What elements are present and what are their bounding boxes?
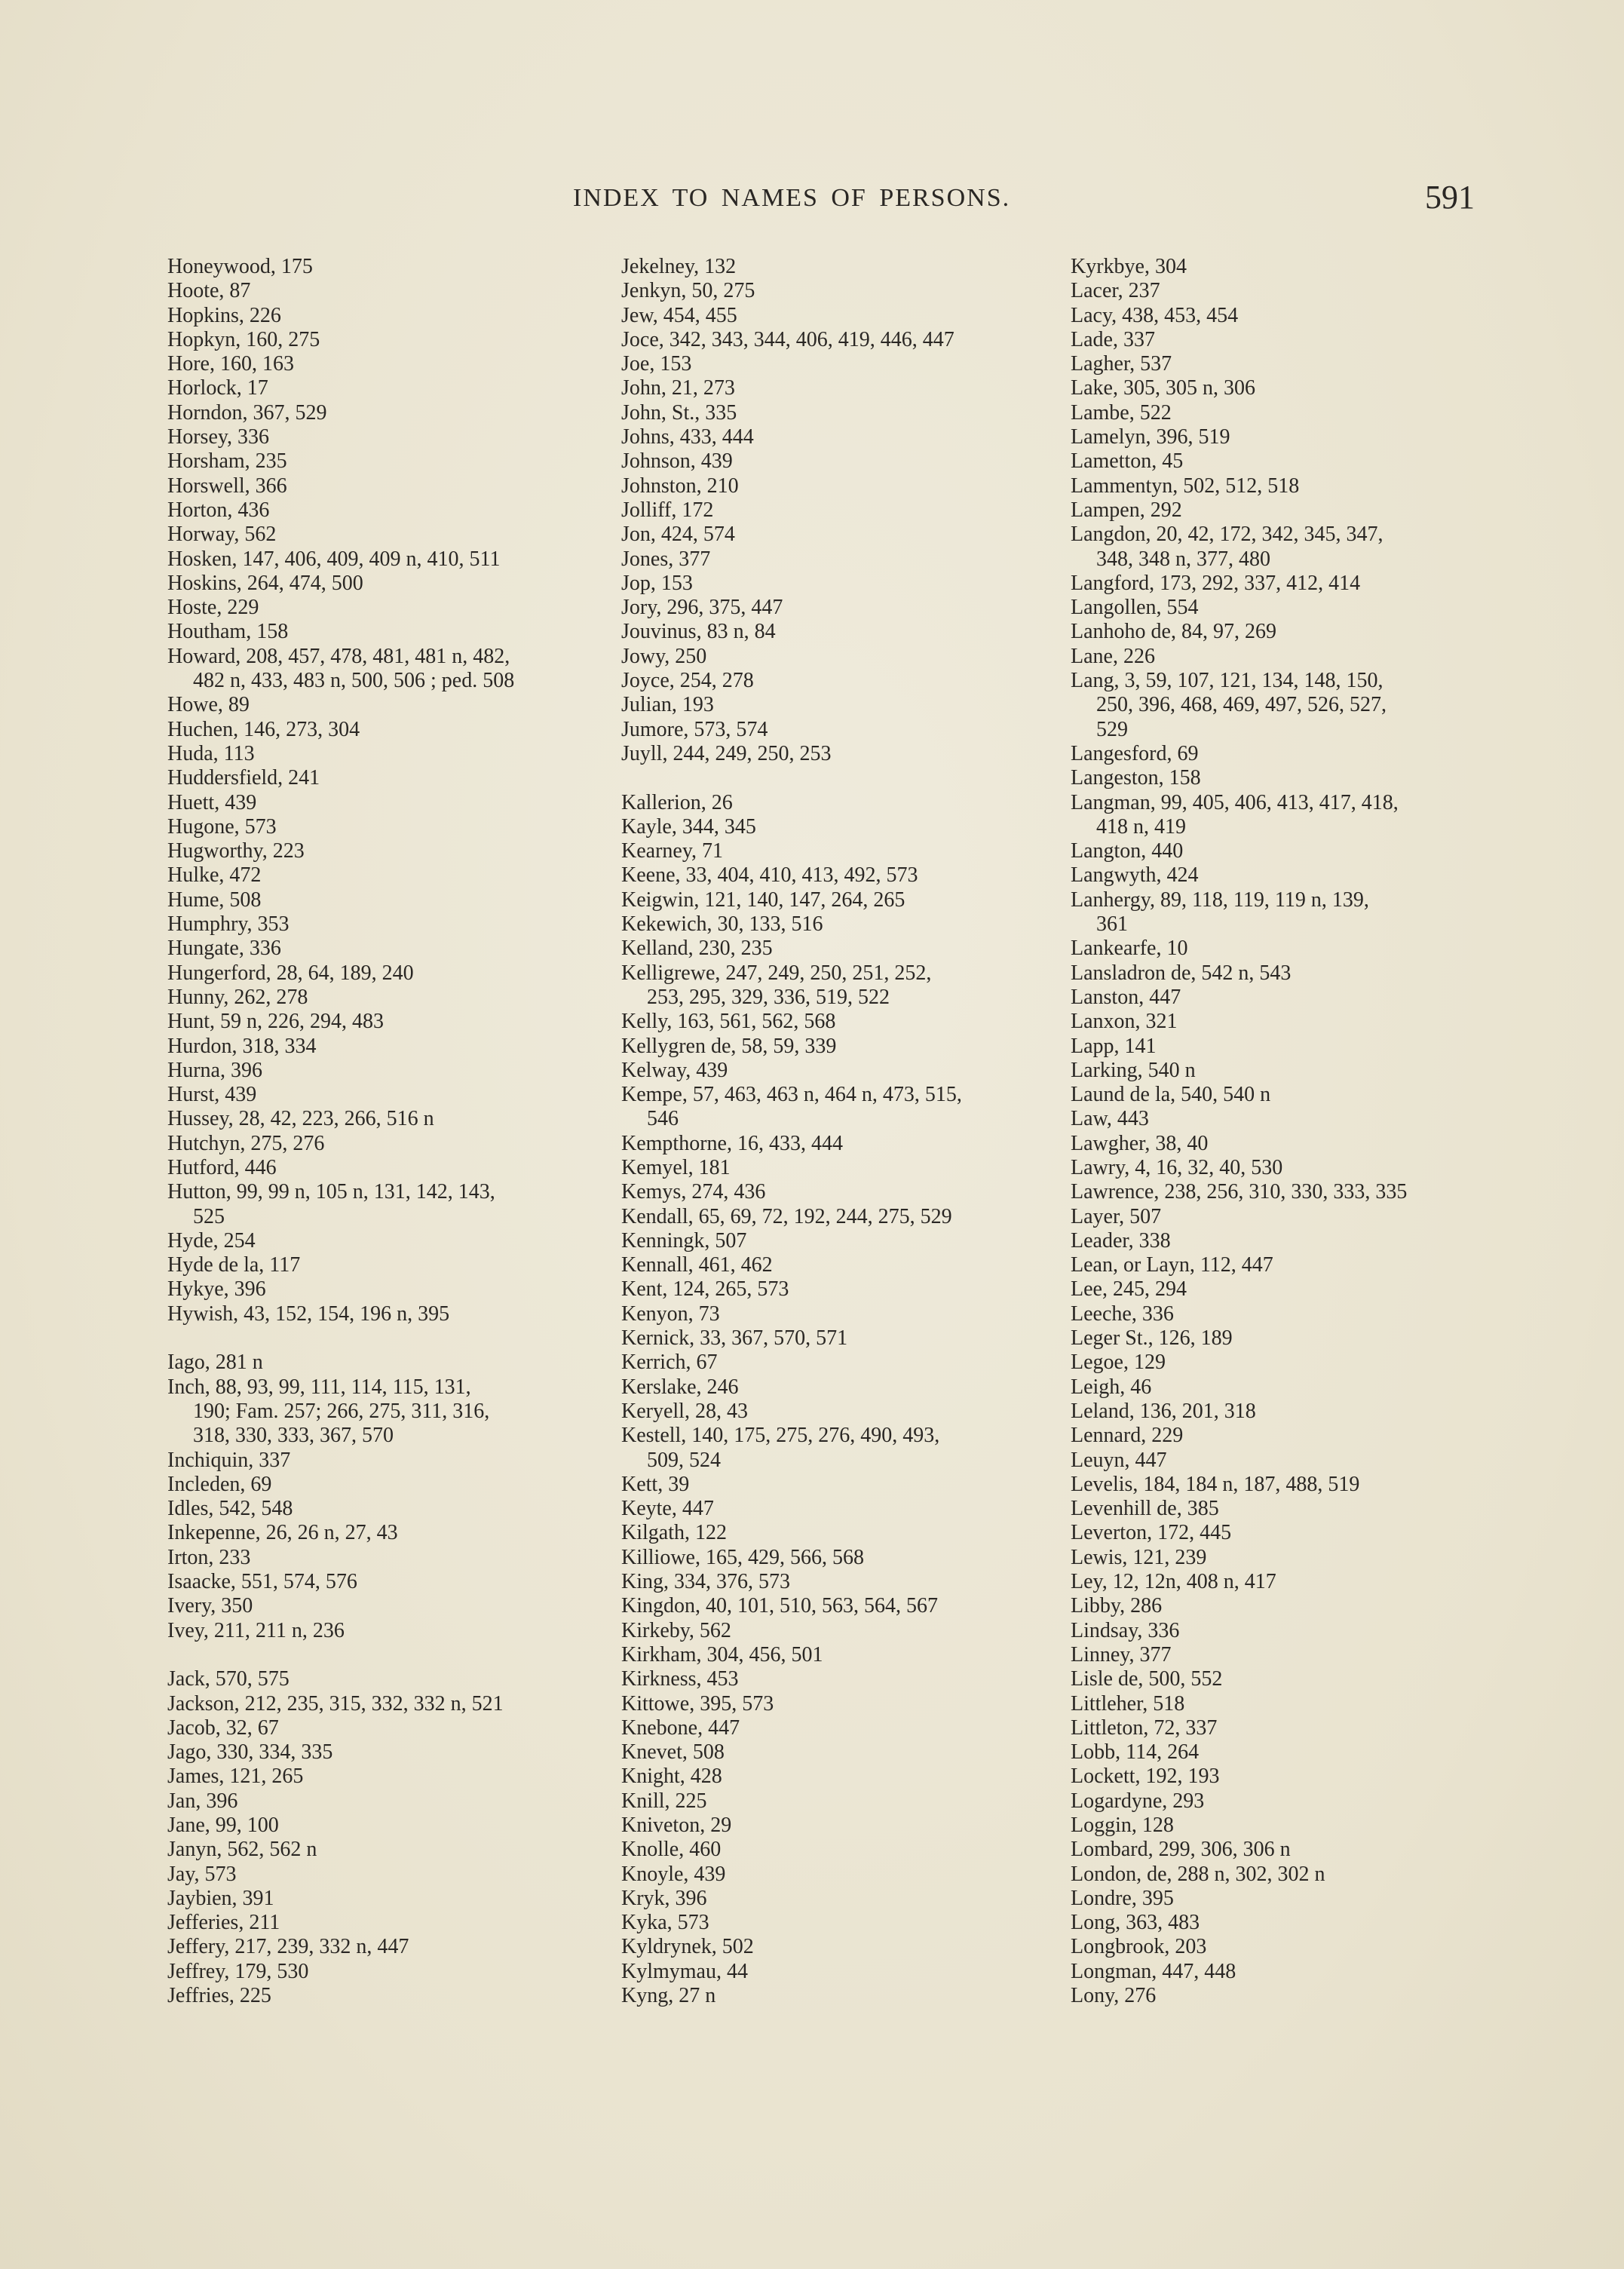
index-entry: Kyldrynek, 502 [621,1935,754,1959]
index-entry: Kernick, 33, 367, 570, 571 [621,1326,848,1351]
index-entry: Jaybien, 391 [167,1886,274,1910]
index-entry: Jeffries, 225 [167,1984,271,2008]
index-entry: Longbrook, 203 [1071,1935,1207,1959]
index-entry: Lansladron de, 542 n, 543 [1071,961,1292,985]
index-entry: Hugone, 573 [167,814,277,839]
index-entry: Langesford, 69 [1071,741,1199,765]
index-entry: Jan, 396 [167,1789,238,1813]
index-entry: Jeffrey, 179, 530 [167,1959,309,1983]
index-entry: Kempthorne, 16, 433, 444 [621,1131,843,1155]
index-entry: Kyng, 27 n [621,1984,716,2008]
index-entry: Isaacke, 551, 574, 576 [167,1570,357,1594]
index-entry: Kirkeby, 562 [621,1618,731,1642]
index-entry: Jago, 330, 334, 335 [167,1740,333,1765]
section-gap [167,1326,597,1351]
index-entry: Kestell, 140, 175, 275, 276, 490, 493, [621,1424,940,1448]
index-entry: Lagher, 537 [1071,352,1172,376]
index-entry: Knebone, 447 [621,1716,740,1740]
index-entry: Legoe, 129 [1071,1351,1166,1375]
index-entry: Langdon, 20, 42, 172, 342, 345, 347, [1071,523,1383,547]
index-entry: Knevet, 508 [621,1740,725,1765]
index-entry: Langman, 99, 405, 406, 413, 417, 418, [1071,790,1399,814]
index-entry: Jew, 454, 455 [621,303,737,327]
index-entry: Jon, 424, 574 [621,523,735,547]
index-entry-continuation: 525 [193,1204,225,1228]
index-entry: Kett, 39 [621,1472,690,1496]
index-entry: Jacob, 32, 67 [167,1716,279,1740]
index-entry: Lambe, 522 [1071,400,1172,425]
index-entry: Leland, 136, 201, 318 [1071,1399,1256,1423]
index-entry: Howard, 208, 457, 478, 481, 481 n, 482, [167,644,510,668]
index-entry: Kellygren de, 58, 59, 339 [621,1034,837,1058]
index-entry: Lawgher, 38, 40 [1071,1131,1209,1155]
index-entry: Lindsay, 336 [1071,1618,1180,1642]
index-entry: Huchen, 146, 273, 304 [167,717,360,741]
index-entry-continuation: 546 [647,1107,679,1131]
index-entry: Lankearfe, 10 [1071,937,1188,961]
index-entry: Lony, 276 [1071,1984,1157,2008]
index-entry: Ley, 12, 12n, 408 n, 417 [1071,1570,1276,1594]
index-entry: Kayle, 344, 345 [621,814,756,839]
index-entry: Jones, 377 [621,547,711,571]
index-entry: Jefferies, 211 [167,1911,280,1935]
index-entry: Kyka, 573 [621,1911,709,1935]
index-entry: Lombard, 299, 306, 306 n [1071,1838,1291,1862]
index-entry: Jory, 296, 375, 447 [621,596,783,620]
index-entry: Horswell, 366 [167,474,287,498]
index-entry: Langeston, 158 [1071,766,1201,790]
index-entry: Leigh, 46 [1071,1375,1152,1399]
index-entry: Logardyne, 293 [1071,1789,1205,1813]
index-entry: John, 21, 273 [621,376,735,400]
index-entry: Hosken, 147, 406, 409, 409 n, 410, 511 [167,547,501,571]
index-entry: Kirkness, 453 [621,1667,739,1691]
page-header [0,179,1624,222]
index-entry: Humphry, 353 [167,912,290,937]
index-entry: Kryk, 396 [621,1886,707,1910]
index-entry: Jekelney, 132 [621,255,737,278]
index-entry: Kingdon, 40, 101, 510, 563, 564, 567 [621,1594,938,1618]
index-entry: Huett, 439 [167,790,257,814]
index-entry: Houtham, 158 [167,620,289,644]
index-entry: Hume, 508 [167,888,262,912]
index-entry-continuation: 509, 524 [647,1448,721,1472]
index-entry: Hyde, 254 [167,1228,256,1253]
index-entry: Juyll, 244, 249, 250, 253 [621,741,832,765]
index-entry: Lapp, 141 [1071,1034,1157,1058]
index-entry: Huddersfield, 241 [167,766,320,790]
index-entry: Keryell, 28, 43 [621,1399,748,1423]
index-entry: Hutford, 446 [167,1155,277,1179]
index-entry-continuation: 482 n, 433, 483 n, 500, 506 ; ped. 508 [193,669,515,693]
index-entry: Joyce, 254, 278 [621,669,754,693]
index-entry: Lanston, 447 [1071,985,1181,1009]
index-entry: Lanhoho de, 84, 97, 269 [1071,620,1276,644]
index-entry: Lamelyn, 396, 519 [1071,425,1230,449]
index-entry: Ivey, 211, 211 n, 236 [167,1618,345,1642]
index-entry: Layer, 507 [1071,1204,1162,1228]
index-entry: Julian, 193 [621,693,714,717]
index-entry: Hugworthy, 223 [167,839,305,863]
index-entry: Lewis, 121, 239 [1071,1545,1207,1569]
index-entry: Jay, 573 [167,1862,237,1886]
index-entry: Lockett, 192, 193 [1071,1765,1220,1789]
page-title: INDEX TO NAMES OF PERSONS. [573,184,1011,212]
index-entry: Kemys, 274, 436 [621,1180,766,1204]
index-entry: Lacy, 438, 453, 454 [1071,303,1239,327]
index-entry: Jenkyn, 50, 275 [621,279,755,303]
index-entry: Lanhergy, 89, 118, 119, 119 n, 139, [1071,888,1369,912]
index-entry: Knight, 428 [621,1765,722,1789]
index-entry: Leeche, 336 [1071,1302,1174,1326]
index-entry: Hopkyn, 160, 275 [167,327,320,351]
index-entry: Lane, 226 [1071,644,1155,668]
index-entry: Hutton, 99, 99 n, 105 n, 131, 142, 143, [167,1180,495,1204]
index-entry-continuation: 361 [1096,912,1128,937]
index-entry: Jane, 99, 100 [167,1814,279,1837]
index-entry: Long, 363, 483 [1071,1911,1200,1935]
index-entry: Kniveton, 29 [621,1814,732,1837]
index-entry: Libby, 286 [1071,1594,1163,1618]
index-entry: Incleden, 69 [167,1472,272,1496]
index-entry: Knolle, 460 [621,1838,722,1862]
index-entry: Ivery, 350 [167,1594,253,1618]
index-entry: Keyte, 447 [621,1497,714,1521]
index-entry: Hutchyn, 275, 276 [167,1131,325,1155]
index-entry: Langollen, 554 [1071,596,1199,620]
index-entry: Hore, 160, 163 [167,352,294,376]
index-entry-continuation: 253, 295, 329, 336, 519, 522 [647,985,890,1009]
index-entry: Howe, 89 [167,693,250,717]
index-entry: Law, 443 [1071,1107,1149,1131]
index-entry: Johnson, 439 [621,449,733,474]
index-entry: Horsey, 336 [167,425,270,449]
index-entry: Kearney, 71 [621,839,724,863]
index-entry-continuation: 348, 348 n, 377, 480 [1096,547,1270,571]
index-entry: Lampen, 292 [1071,498,1182,522]
index-entry-continuation: 190; Fam. 257; 266, 275, 311, 316, [193,1399,490,1423]
index-entry: John, St., 335 [621,400,737,425]
index-entry: Kempe, 57, 463, 463 n, 464 n, 473, 515, [621,1083,962,1107]
index-entry: Lanxon, 321 [1071,1010,1178,1034]
index-entry: Lammentyn, 502, 512, 518 [1071,474,1300,498]
index-entry: Hunt, 59 n, 226, 294, 483 [167,1010,384,1034]
index-entry: Hungate, 336 [167,937,281,961]
index-entry: Jowy, 250 [621,644,707,668]
index-entry: Hulke, 472 [167,863,262,888]
index-entry: Kelligrewe, 247, 249, 250, 251, 252, [621,961,932,985]
index-column-3 [1071,255,1493,2008]
index-entry-continuation: 318, 330, 333, 367, 570 [193,1424,394,1448]
index-entry: Hykye, 396 [167,1277,266,1302]
index-entry: Killiowe, 165, 429, 566, 568 [621,1545,864,1569]
index-entry: Larking, 540 n [1071,1058,1196,1082]
index-entry: Hoskins, 264, 474, 500 [167,571,363,595]
index-entry: Langwyth, 424 [1071,863,1199,888]
index-entry: Kylmymau, 44 [621,1959,748,1983]
index-entry: Joe, 153 [621,352,692,376]
index-entry: Hoote, 87 [167,279,251,303]
index-entry: James, 121, 265 [167,1765,304,1789]
index-entry: Hurna, 396 [167,1058,262,1082]
index-entry: Kittowe, 395, 573 [621,1691,774,1716]
section-gap [167,1643,597,1667]
index-entry: Leuyn, 447 [1071,1448,1167,1472]
index-entry: Horton, 436 [167,498,270,522]
index-entry: Kekewich, 30, 133, 516 [621,912,823,937]
index-entry: Leader, 338 [1071,1228,1171,1253]
index-entry: Kenningk, 507 [621,1228,747,1253]
page-number: 591 [1425,179,1475,216]
index-entry: Longman, 447, 448 [1071,1959,1236,1983]
index-entry: Lee, 245, 294 [1071,1277,1187,1302]
index-entry: Johnston, 210 [621,474,739,498]
index-entry: Horsham, 235 [167,449,287,474]
index-entry: Jeffery, 217, 239, 332 n, 447 [167,1935,409,1959]
index-entry: Kemyel, 181 [621,1155,731,1179]
index-entry: Hurdon, 318, 334 [167,1034,317,1058]
index-entry: Hoste, 229 [167,596,259,620]
index-entry: Lobb, 114, 264 [1071,1740,1200,1765]
index-entry: Lisle de, 500, 552 [1071,1667,1223,1691]
index-entry: Hurst, 439 [167,1083,257,1107]
index-entry: Lametton, 45 [1071,449,1184,474]
index-entry: Loggin, 128 [1071,1814,1174,1837]
index-entry: Knoyle, 439 [621,1862,726,1886]
index-entry-continuation: 250, 396, 468, 469, 497, 526, 527, [1096,693,1387,717]
index-entry: Jouvinus, 83 n, 84 [621,620,776,644]
index-entry: Lang, 3, 59, 107, 121, 134, 148, 150, [1071,669,1383,693]
index-entry: Lennard, 229 [1071,1424,1184,1448]
index-entry: Kelway, 439 [621,1058,728,1082]
index-entry: Lake, 305, 305 n, 306 [1071,376,1255,400]
index-entry: Hussey, 28, 42, 223, 266, 516 n [167,1107,434,1131]
index-entry: Levelis, 184, 184 n, 187, 488, 519 [1071,1472,1360,1496]
index-entry: Kilgath, 122 [621,1521,727,1545]
index-entry: Joce, 342, 343, 344, 406, 419, 446, 447 [621,327,954,351]
index-column-2 [621,255,1043,2008]
index-entry: Kennall, 461, 462 [621,1253,773,1277]
index-entry: Langford, 173, 292, 337, 412, 414 [1071,571,1361,595]
index-entry: Janyn, 562, 562 n [167,1838,317,1862]
index-entry: Leverton, 172, 445 [1071,1521,1232,1545]
index-entry: Lade, 337 [1071,327,1155,351]
index-entry: Linney, 377 [1071,1642,1172,1666]
index-entry: Kendall, 65, 69, 72, 192, 244, 275, 529 [621,1204,952,1228]
index-entry: Horway, 562 [167,523,277,547]
index-entry: Huda, 113 [167,741,255,765]
index-entry: Irton, 233 [167,1545,251,1569]
index-entry: Londre, 395 [1071,1886,1174,1910]
index-entry: Jumore, 573, 574 [621,717,768,741]
index-entry: Kent, 124, 265, 573 [621,1277,789,1302]
index-entry: Inkepenne, 26, 26 n, 27, 43 [167,1521,398,1545]
index-entry: Jolliff, 172 [621,498,714,522]
index-entry: Honeywood, 175 [167,255,313,278]
index-entry: Kerslake, 246 [621,1375,739,1399]
index-entry: Idles, 542, 548 [167,1497,293,1521]
index-entry: Hopkins, 226 [167,303,281,327]
index-entry: Levenhill de, 385 [1071,1497,1219,1521]
index-entry: Leger St., 126, 189 [1071,1326,1233,1351]
index-entry: Lean, or Layn, 112, 447 [1071,1253,1273,1277]
index-entry: Laund de la, 540, 540 n [1071,1083,1271,1107]
index-entry: Keene, 33, 404, 410, 413, 492, 573 [621,863,918,888]
index-entry: Inch, 88, 93, 99, 111, 114, 115, 131, [167,1375,471,1399]
index-entry-continuation: 418 n, 419 [1096,814,1186,839]
index-entry: Kelly, 163, 561, 562, 568 [621,1010,836,1034]
index-entry: Jack, 570, 575 [167,1667,290,1691]
index-entry: Horlock, 17 [167,376,268,400]
index-entry: Knill, 225 [621,1789,707,1813]
index-entry: Iago, 281 n [167,1351,263,1375]
index-entry: Lawry, 4, 16, 32, 40, 530 [1071,1155,1283,1179]
index-entry: Jop, 153 [621,571,693,595]
index-entry-continuation: 529 [1096,717,1128,741]
index-entry: Kerrich, 67 [621,1351,718,1375]
index-entry: Kirkham, 304, 456, 501 [621,1642,823,1666]
index-entry: Langton, 440 [1071,839,1184,863]
index-entry: London, de, 288 n, 302, 302 n [1071,1862,1325,1886]
index-entry: Jackson, 212, 235, 315, 332, 332 n, 521 [167,1691,504,1716]
index-entry: Lacer, 237 [1071,279,1160,303]
index-entry: Kenyon, 73 [621,1302,720,1326]
section-gap [621,766,1043,790]
index-entry: Littleher, 518 [1071,1691,1185,1716]
index-entry: Lawrence, 238, 256, 310, 330, 333, 335 [1071,1180,1408,1204]
index-entry: Horndon, 367, 529 [167,400,327,425]
index-entry: Kelland, 230, 235 [621,937,773,961]
index-entry: Hywish, 43, 152, 154, 196 n, 395 [167,1302,450,1326]
index-entry: Hunny, 262, 278 [167,985,308,1009]
index-entry: Kallerion, 26 [621,790,733,814]
index-entry: Johns, 433, 444 [621,425,754,449]
index-entry: King, 334, 376, 573 [621,1570,790,1594]
index-entry: Hyde de la, 117 [167,1253,301,1277]
index-column-1 [167,255,597,2008]
index-entry: Inchiquin, 337 [167,1448,291,1472]
index-entry: Kyrkbye, 304 [1071,255,1187,278]
index-entry: Keigwin, 121, 140, 147, 264, 265 [621,888,905,912]
index-entry: Littleton, 72, 337 [1071,1716,1218,1740]
index-entry: Hungerford, 28, 64, 189, 240 [167,961,414,985]
